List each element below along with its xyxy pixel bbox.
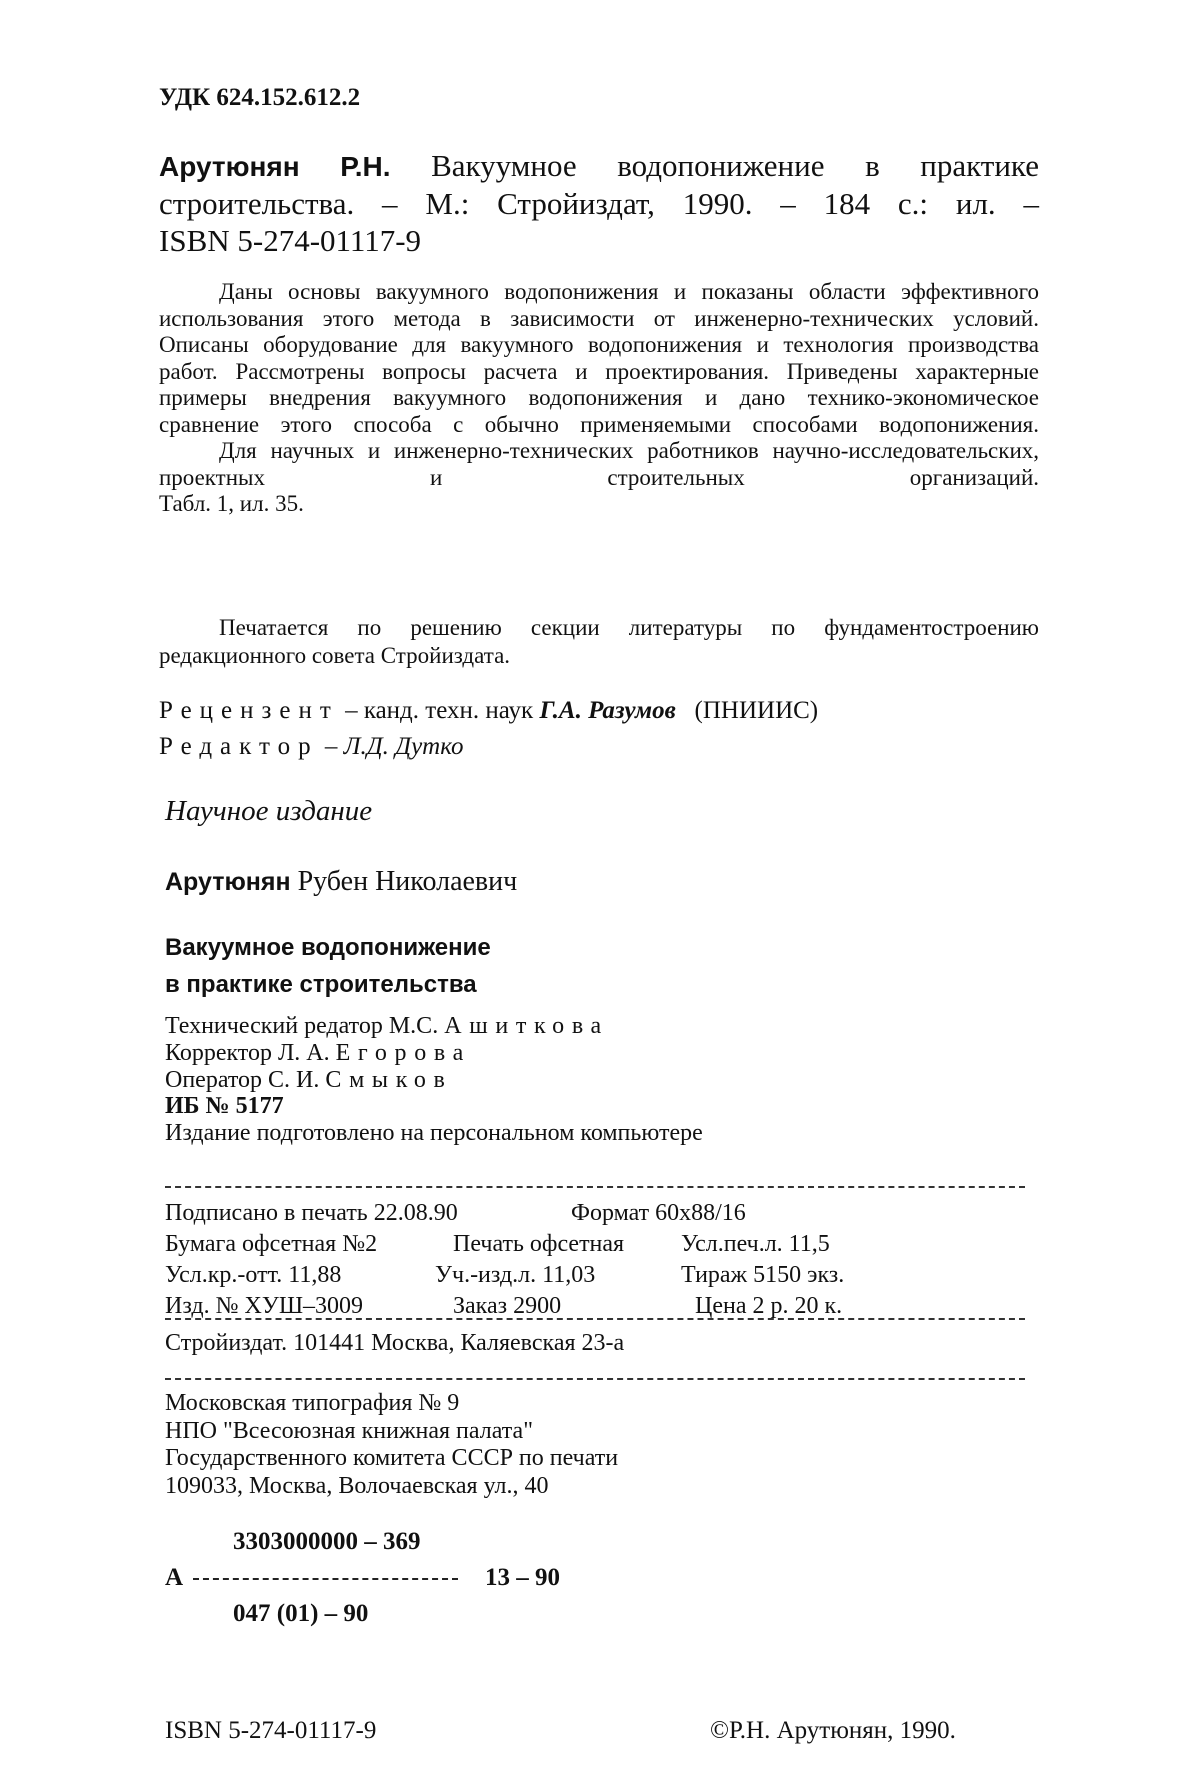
print-run: Тираж 5150 экз. xyxy=(681,1262,845,1288)
printer-line-2: НПО "Всесоюзная книжная палата" xyxy=(165,1417,534,1444)
udc-code: УДК 624.152.612.2 xyxy=(159,84,361,111)
copyright: ©Р.Н. Арутюнян, 1990. xyxy=(710,1717,956,1744)
operator-label: Оператор С. И. xyxy=(165,1066,326,1093)
printing-method: Печать офсетная xyxy=(453,1231,625,1257)
isbn-top: ISBN 5-274-01117-9 xyxy=(159,223,422,258)
annotation-paragraph-1: Даны основы вакуумного водопонижения и показаны области эффективного использования этого метода в зависимости от инженерно-технических условий. Описаны оборудование для вакуумного водопонижения и технология производства работ. Рассмотрены вопросы расчета и проектирования. Приведены характерные примеры внедрения вакуумного водопонижения и дано технико-экономическое сравнение этого способа с обычно применяемыми способами водопонижения. xyxy=(159,279,1039,437)
catalog-code-middle: 13 – 90 xyxy=(485,1564,560,1591)
annotation-paragraph-2: Для научных и инженерно-технических работников научно-исследовательских, проектных и строительных организаций. xyxy=(159,438,1039,490)
tech-editor-name: Ашиткова xyxy=(444,1013,609,1039)
print-approval-text: Печатается по решению секции литературы по фундаментостроению редакционного совета Стройиздата. xyxy=(159,615,1039,668)
author-short: Арутюнян Р.Н. xyxy=(159,151,391,182)
print-approval-note xyxy=(159,614,1039,670)
tech-editor-row xyxy=(165,1013,703,1040)
author-full-name xyxy=(165,866,517,898)
reviewer-line xyxy=(159,693,818,728)
editor-name: Л.Д. Дутко xyxy=(343,733,464,760)
print-sheets: Усл.печ.л. 11,5 xyxy=(681,1231,830,1257)
printer-line-4: 109033, Москва, Волочаевская ул., 40 xyxy=(165,1472,549,1499)
catalog-code-bottom: 047 (01) – 90 xyxy=(233,1600,369,1627)
divider-1 xyxy=(165,1186,1025,1188)
order-number: Заказ 2900 xyxy=(453,1293,562,1319)
tables-figures-count: Табл. 1, ил. 35. xyxy=(159,491,304,516)
catalog-code-fraction-line xyxy=(193,1578,458,1580)
corrector-label: Корректор Л. А. xyxy=(165,1039,336,1066)
catalog-code xyxy=(165,1528,605,1628)
book-title-line-1: Вакуумное водопонижение xyxy=(165,934,491,961)
corrector-name: Егорова xyxy=(335,1039,471,1066)
catalog-code-top: 3303000000 – 369 xyxy=(233,1528,421,1555)
prepared-note: Издание подготовлено на персональном компьютере xyxy=(165,1120,703,1147)
author-given-names: Рубен Николаевич xyxy=(290,866,518,897)
tech-editor-label: Технический редатор М.С. xyxy=(165,1013,445,1039)
annotation xyxy=(159,279,1039,518)
printer-line-1: Московская типография № 9 xyxy=(165,1390,460,1416)
format: Формат 60x88/16 xyxy=(571,1200,746,1226)
edition-type: Научное издание xyxy=(165,795,373,827)
title-start: Вакуумное водопонижение в практике xyxy=(390,148,1039,183)
reviewer-role: Рецензент xyxy=(159,697,339,724)
publication-number: Изд. № ХУШ–3009 xyxy=(165,1293,364,1319)
production-staff xyxy=(165,1013,703,1147)
book-title-line-2: в практике строительства xyxy=(165,971,477,998)
isbn-bottom: ISBN 5-274-01117-9 xyxy=(165,1717,377,1744)
book-title xyxy=(165,929,491,1003)
bibliographic-line-2: строительства. – М.: Стройиздат, 1990. – 184 с.: ил. – xyxy=(159,186,1039,221)
editor-role: Редактор xyxy=(159,733,319,760)
operator-row xyxy=(165,1067,703,1094)
catalog-code-letter: А xyxy=(165,1564,184,1591)
bibliographic-line-1 xyxy=(159,147,1039,185)
operator-name: Смыков xyxy=(325,1066,453,1093)
paper: Бумага офсетная №2 xyxy=(165,1231,378,1257)
divider-2 xyxy=(165,1318,1025,1320)
editor-sep: – xyxy=(318,733,344,760)
reviewer-org: (ПНИИИС) xyxy=(694,697,819,724)
printer-line-3: Государственного комитета СССР по печати xyxy=(165,1445,619,1471)
price: Цена 2 р. 20 к. xyxy=(695,1293,843,1319)
reviewer-degree: – канд. техн. наук xyxy=(338,697,540,724)
editor-line xyxy=(159,729,463,764)
bibliographic-record xyxy=(159,147,1039,259)
ib-number: ИБ № 5177 xyxy=(165,1093,284,1120)
corrector-row xyxy=(165,1040,703,1067)
divider-3 xyxy=(165,1378,1025,1380)
signed-to-print: Подписано в печать 22.08.90 xyxy=(165,1200,458,1226)
publisher-address: Стройиздат. 101441 Москва, Каляевская 23-а xyxy=(165,1330,625,1356)
reviewer-name: Г.А. Разумов xyxy=(539,697,676,724)
printer-info xyxy=(165,1390,618,1500)
author-surname: Арутюнян xyxy=(165,868,291,896)
publication-sheets: Уч.-изд.л. 11,03 xyxy=(435,1262,596,1288)
color-prints: Усл.кр.-отт. 11,88 xyxy=(165,1262,342,1288)
